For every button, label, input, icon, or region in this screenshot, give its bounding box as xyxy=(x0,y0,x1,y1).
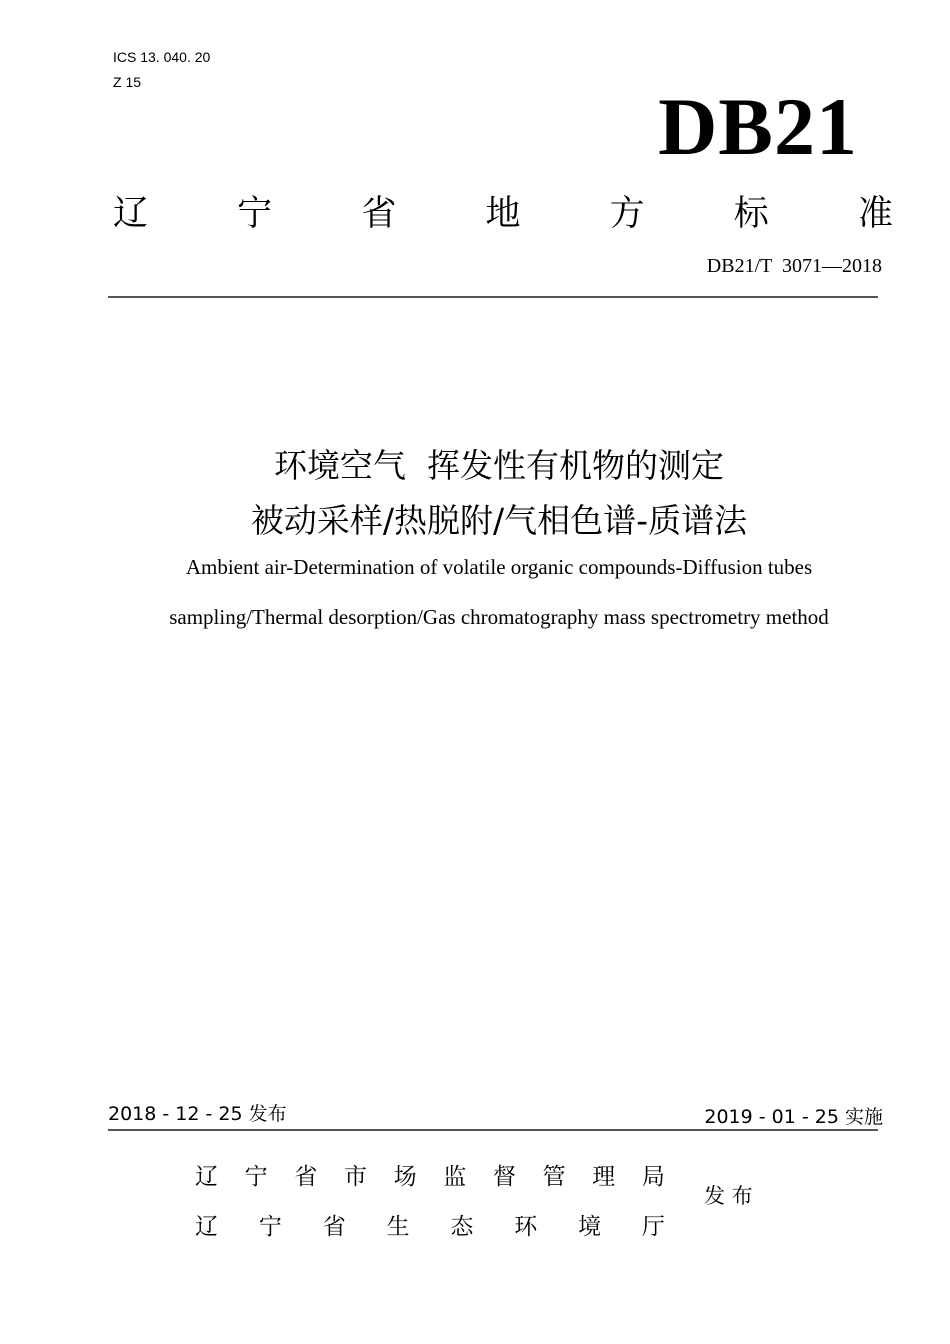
standard-type-char: 地 xyxy=(485,194,521,234)
issuer-char: 厅 xyxy=(641,1214,665,1240)
issuer-char: 辽 xyxy=(195,1214,218,1240)
standard-type-char: 省 xyxy=(361,194,397,234)
standard-type-char: 准 xyxy=(857,194,893,234)
issuer-char: 态 xyxy=(450,1214,474,1240)
issuer-char: 监 xyxy=(443,1164,467,1190)
issuer-char: 督 xyxy=(492,1164,516,1190)
issuer-char: 辽 xyxy=(195,1164,218,1190)
standard-number: DB21/T 3071—2018 xyxy=(706,255,882,277)
standard-type xyxy=(113,186,893,236)
issuer-char: 生 xyxy=(386,1214,410,1240)
issue-date: 2018 - 12 - 25 发布 xyxy=(108,1103,287,1125)
db21-logo: DB21 xyxy=(658,81,858,172)
issuer-char: 省 xyxy=(322,1214,346,1240)
ccs-code: Z 15 xyxy=(113,74,142,90)
issuer-char: 境 xyxy=(578,1214,602,1240)
title-zh-line1: 环境空气 挥发性有机物的测定 xyxy=(274,446,724,485)
issuer-char: 局 xyxy=(641,1164,665,1190)
top-divider xyxy=(108,296,878,298)
issuer-1 xyxy=(195,1158,665,1191)
issuer-char: 场 xyxy=(393,1164,417,1190)
issuer-char: 宁 xyxy=(258,1214,282,1240)
issuer-char: 市 xyxy=(343,1164,367,1190)
ics-code: ICS 13. 040. 20 xyxy=(113,49,211,65)
standard-type-char: 辽 xyxy=(113,194,149,234)
issuer-char: 环 xyxy=(514,1214,538,1240)
title-zh-line2: 被动采样/热脱附/气相色谱-质谱法 xyxy=(250,501,748,540)
issuer-2 xyxy=(195,1208,665,1241)
bottom-divider xyxy=(108,1129,878,1131)
issuer-char: 宁 xyxy=(244,1164,268,1190)
title-en-line2: sampling/Thermal desorption/Gas chromatography mass spectrometry method xyxy=(169,605,829,629)
standard-type-char: 标 xyxy=(733,194,769,234)
issuer-char: 管 xyxy=(542,1164,566,1190)
implementation-date: 2019 - 01 - 25 实施 xyxy=(704,1106,883,1128)
issued-label: 发 布 xyxy=(704,1184,753,1208)
issuer-char: 省 xyxy=(294,1164,318,1190)
issuer-char: 理 xyxy=(592,1164,616,1190)
title-en-line1: Ambient air-Determination of volatile organic compounds-Diffusion tubes xyxy=(185,555,813,579)
standard-type-char: 宁 xyxy=(237,194,273,234)
standard-type-char: 方 xyxy=(609,194,645,234)
